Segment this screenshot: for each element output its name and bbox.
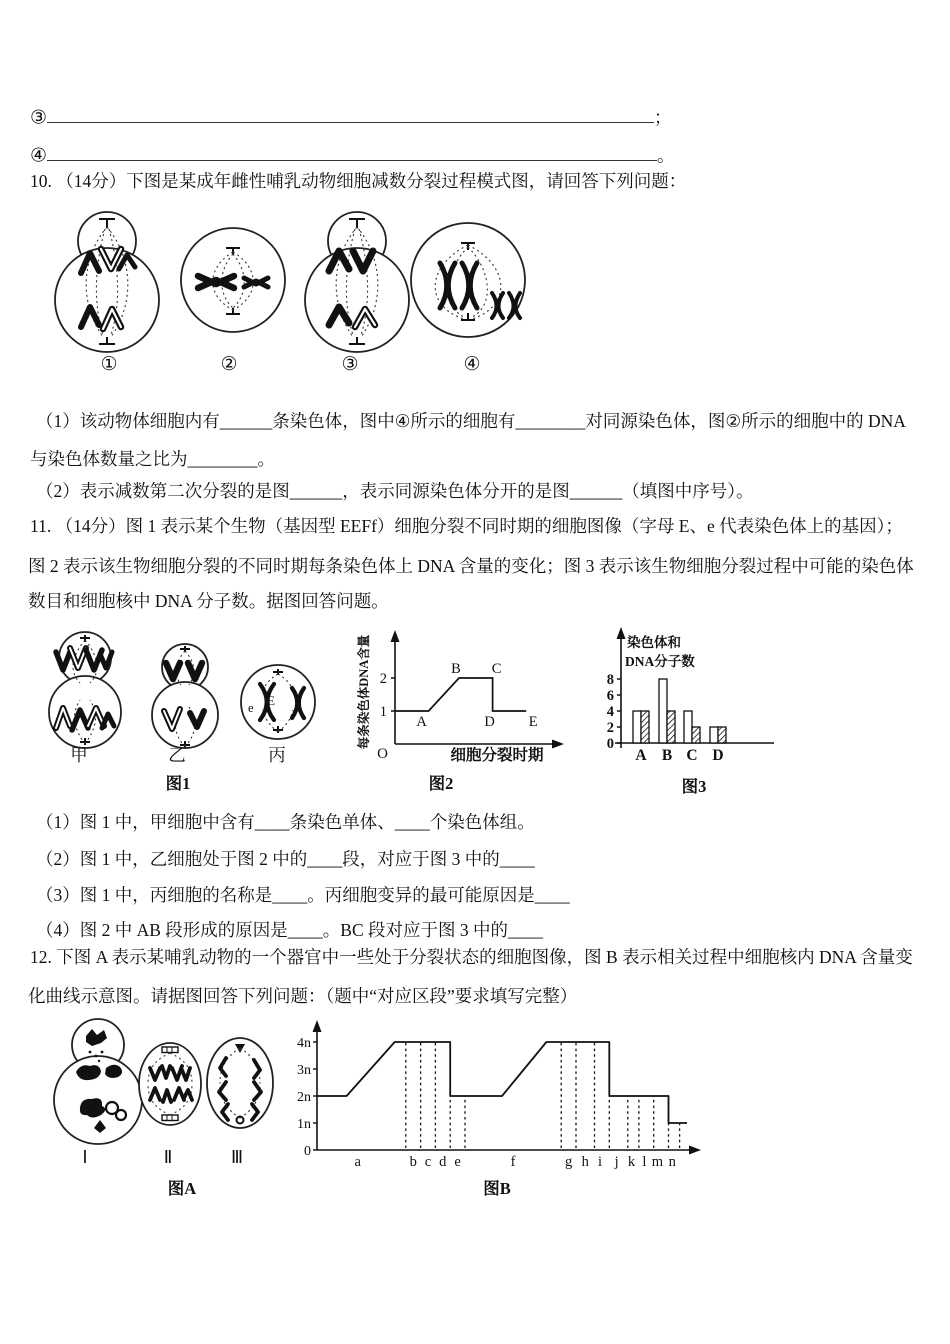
q10-cell-2-diagram [178, 226, 288, 336]
fig3-open-bar [684, 711, 692, 743]
centriole-icon [162, 1047, 178, 1053]
y-tick-label: 2 [379, 671, 387, 687]
q11-stem-line2: 图 2 表示该生物细胞分裂的不同时期每条染色体上 DNA 含量的变化；图 3 表示该生物细胞分裂过程中可能的染色体 [28, 556, 914, 576]
x-category-label: D [712, 747, 724, 764]
fig1-cell-bing-label: 丙 [268, 745, 286, 765]
q10-cell-1-label: ① [100, 354, 118, 375]
figA-caption: 图A [167, 1179, 197, 1198]
fig3-hatched-bar [718, 727, 726, 743]
fig3-open-bar [710, 727, 718, 743]
x-tick-label: k [627, 1154, 636, 1170]
fig2-point-label: E [528, 714, 538, 730]
q10-cell-1-diagram [45, 203, 170, 358]
fig3-plot-area [607, 672, 726, 764]
fig2-point-label: B [451, 661, 461, 677]
fig3-ylabel-line2: DNA分子数 [625, 654, 695, 669]
y-axis-arrow-icon [617, 627, 626, 639]
x-tick-label: a [354, 1154, 361, 1170]
q10-sub2: （2）表示减数第二次分裂的是图______，表示同源染色体分开的是图______（填图中序号）。 [36, 481, 754, 501]
x-tick-label: d [439, 1154, 447, 1170]
q11-stem-line3: 数目和细胞核中 DNA 分子数。据图回答问题。 [28, 591, 389, 611]
x-tick-label: c [424, 1154, 432, 1170]
q10-cell-3-label: ③ [341, 354, 359, 375]
q10-cell-2-label: ② [220, 354, 238, 375]
gene-E-label: E [267, 693, 275, 708]
y-tick-label: 4 [606, 704, 614, 720]
q11-sub4: （4）图 2 中 AB 段形成的原因是____。BC 段对应于图 3 中的____ [36, 920, 544, 940]
x-tick-label: n [668, 1154, 676, 1170]
x-tick-label: h [581, 1154, 589, 1170]
fig1-cell-jia-label: 甲 [70, 745, 88, 765]
q11-stem-line1: 11. （14分）图 1 表示某个生物（基因型 EEFf）细胞分裂不同时期的细胞图像（字母 E、e 代表染色体上的基因）； [30, 516, 903, 536]
answer-blank-line [47, 104, 654, 123]
q10-cell-4-diagram [408, 221, 528, 341]
q10-sub1-line1: （1）该动物体细胞内有______条染色体，图中④所示的细胞有________对同源染色体，图②所示的细胞中的 DNA [36, 411, 906, 431]
y-tick-label: 1 [379, 704, 387, 720]
figA-cell-3-label: Ⅲ [230, 1147, 244, 1167]
y-tick-label: 0 [304, 1144, 311, 1159]
chromosome-cluster [80, 1098, 105, 1117]
x-category-label: A [635, 747, 647, 764]
y-tick-label: 8 [606, 672, 614, 688]
fig2-point-label: A [416, 714, 427, 730]
fig1-cell-bing-diagram [240, 660, 316, 744]
x-tick-label: i [598, 1154, 603, 1170]
circled-3-label: ③ [30, 107, 48, 129]
q10-sub1-line2: 与染色体数量之比为________。 [30, 449, 275, 469]
fig3-open-bar [659, 679, 667, 743]
blank-item-4 [30, 142, 675, 168]
figA-cell-1-label: Ⅰ [82, 1147, 88, 1167]
fig2-ylabel: 每条染色体DNA含量 [357, 634, 371, 750]
centriole-icon [162, 1115, 178, 1121]
x-tick-label: m [651, 1154, 664, 1170]
y-tick-label: 1n [297, 1117, 311, 1132]
x-tick-label: e [454, 1154, 461, 1170]
fig1-cell-yi-diagram [148, 641, 223, 753]
fig2-xlabel: 细胞分裂时期 [450, 747, 544, 764]
fig2-point-label: C [491, 661, 502, 677]
q12-stem-line2: 化曲线示意图。请据图回答下列问题：（题中“对应区段”要求填写完整） [28, 986, 578, 1006]
q10-stem: 10. （14分）下图是某成年雌性哺乳动物细胞减数分裂过程模式图，请回答下列问题： [30, 171, 687, 191]
chromosome-ring [116, 1110, 126, 1120]
blank-item-3 [30, 104, 672, 130]
fig3-hatched-bar [692, 727, 700, 743]
x-category-label: B [661, 747, 673, 764]
x-axis-arrow-icon [552, 740, 564, 749]
figA-cell-1-diagram [50, 1016, 145, 1148]
fig2-point-label: D [484, 714, 495, 730]
figA-cell-3-diagram [204, 1034, 276, 1132]
fig3-hatched-bar [667, 711, 675, 743]
fig1-cell-yi-label: 乙 [168, 745, 186, 765]
figB-caption: 图B [483, 1179, 511, 1198]
fig1-cell-jia-diagram [40, 628, 130, 750]
x-axis-arrow-icon [689, 1146, 701, 1155]
figA-cell-2-label: Ⅱ [163, 1147, 173, 1167]
figA-cell-2-diagram [136, 1040, 204, 1128]
fig3-ylabel-line1: 染色体和 [627, 635, 681, 650]
q11-sub1: （1）图 1 中，甲细胞中含有____条染色单体、____个染色体组。 [36, 812, 535, 832]
y-tick-label: 2 [606, 720, 614, 736]
y-tick-label: 6 [606, 688, 614, 704]
y-axis-arrow-icon [391, 630, 400, 642]
x-tick-label: b [409, 1154, 417, 1170]
figB-curve [317, 1042, 687, 1123]
x-tick-label: f [510, 1154, 516, 1170]
answer-blank-line [47, 142, 657, 161]
fig3-open-bar [633, 711, 641, 743]
y-tick-label: 0 [606, 736, 614, 752]
x-tick-label: g [564, 1154, 573, 1170]
x-tick-label: j [614, 1154, 619, 1170]
q11-sub3: （3）图 1 中，丙细胞的名称是____。丙细胞变异的最可能原因是____ [36, 885, 570, 905]
q11-sub2: （2）图 1 中，乙细胞处于图 2 中的____段，对应于图 3 中的____ [36, 849, 535, 869]
circled-4-label: ④ [30, 145, 48, 167]
x-category-label: C [686, 747, 698, 764]
fig2-origin-label: O [377, 746, 388, 762]
y-tick-label: 3n [297, 1063, 311, 1078]
q12-stem-line1: 12. 下图 A 表示某哺乳动物的一个器官中一些处于分裂状态的细胞图像，图 B 表示相关过程中细胞核内 DNA 含量变 [30, 947, 913, 967]
x-tick-label: l [642, 1154, 647, 1170]
fig2-caption: 图2 [428, 774, 454, 793]
y-tick-label: 2n [297, 1090, 311, 1105]
fig3-caption: 图3 [681, 777, 707, 796]
blank-4-punct: 。 [657, 145, 675, 166]
q10-cell-3-diagram [295, 203, 420, 358]
fig2-plot-area [380, 661, 538, 730]
fig1-caption: 图1 [165, 774, 191, 793]
y-tick-label: 4n [297, 1036, 311, 1051]
y-axis-arrow-icon [313, 1020, 322, 1032]
blank-3-punct: ； [654, 107, 672, 128]
gene-e-label: e [248, 701, 254, 715]
fig2-curve [395, 678, 526, 711]
q10-cell-4-label: ④ [463, 354, 481, 375]
fig3-hatched-bar [641, 711, 649, 743]
